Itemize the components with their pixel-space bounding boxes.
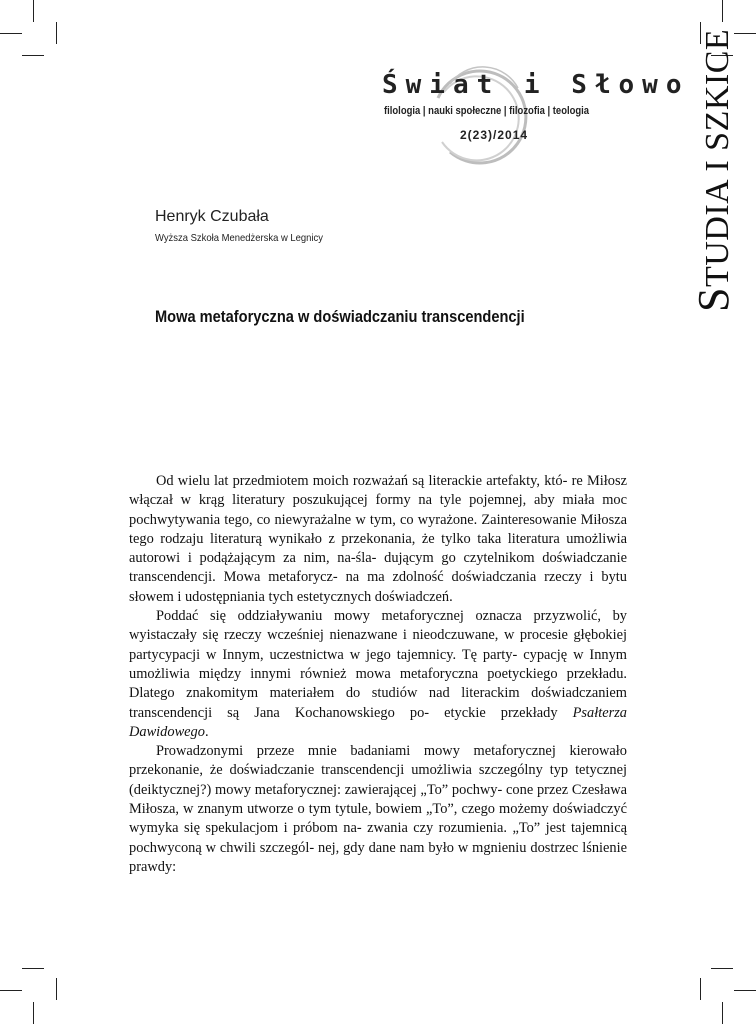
text-line: re Miłosz włączał w krąg literatury poszukującej formy na tyle pojemnej, bbox=[129, 473, 627, 509]
crop-mark bbox=[722, 1002, 723, 1024]
section-label-initial: S bbox=[689, 287, 738, 312]
text-line: nej, gdy dane nam było w mgnieniu dostrzec lśnienie prawdy: bbox=[129, 839, 627, 875]
text-line: cone przez Czesława Miłosza, w znanym utworze o tym tytule, bowiem bbox=[129, 781, 627, 818]
text-line: tetycznej (deiktycznej?) mowy metaforycznej: zawierającej „To” pochwy- bbox=[129, 762, 627, 798]
crop-mark bbox=[700, 978, 701, 1000]
crop-mark bbox=[734, 990, 756, 991]
text-line: dującym go czytelnikom doświadczanie transcendencji. Mowa metaforycz- bbox=[129, 550, 627, 586]
crop-mark bbox=[33, 1002, 34, 1024]
text-line: na ma zdolność doświadczania rzeczy i bytu słowem i udostępniania tych bbox=[129, 569, 627, 605]
crop-mark bbox=[56, 22, 57, 44]
text-line: głębokiej partycypacji w Innym, uczestnictwa w jego tajemnicy. Tę party- bbox=[129, 627, 627, 663]
text-line: cypację w Innym umożliwia między innymi również mowa metaforyczna bbox=[129, 646, 627, 682]
text-line: przekonanie, że doświadczanie transcendencji umożliwia szczególny typ bbox=[129, 762, 569, 779]
crop-mark bbox=[22, 55, 44, 56]
text-line: Zainteresowanie Miłosza tego rodzaju literaturą wynikało z przekonania, bbox=[129, 511, 627, 547]
paragraph bbox=[129, 742, 627, 877]
journal-subtitle: filologia | nauki społeczne | filozofia | teologia bbox=[384, 105, 590, 117]
text-line: etyckie przekłady bbox=[444, 704, 573, 721]
text-line: Poddać się oddziaływaniu mowy metaforycznej oznacza przyzwolić, by bbox=[156, 608, 627, 625]
section-label-rest: TUDIA I SZKICE bbox=[699, 28, 736, 288]
crop-mark bbox=[711, 968, 733, 969]
paragraph bbox=[129, 472, 627, 607]
article-title: Mowa metaforyczna w doświadczaniu transcendencji bbox=[155, 307, 525, 326]
text-line: aby miała moc pochwytywania tego, co niewyrażalne w tym, co wyrażone. bbox=[129, 492, 627, 528]
journal-name: Świat i Słowo bbox=[382, 70, 690, 100]
crop-mark bbox=[0, 33, 22, 34]
text-line: estetycznych doświadczeń. bbox=[296, 588, 453, 605]
text-line: . bbox=[204, 723, 209, 740]
text-line: Prowadzonymi przeze mnie badaniami mowy metaforycznej kierowało bbox=[156, 743, 627, 760]
italic-title: Psałterza Dawidowego bbox=[129, 704, 627, 740]
text-line: zwania czy rozumienia. „To” jest tajemnicą pochwyconą w chwili szczegól- bbox=[129, 820, 627, 856]
crop-mark bbox=[56, 978, 57, 1000]
text-line: literackim doświadczaniem transcendencji są Jana Kochanowskiego po- bbox=[129, 685, 627, 721]
text-line: Od wielu lat przedmiotem moich rozważań są literackie artefakty, któ- bbox=[156, 473, 568, 489]
text-line: poetyckiego przekładu. Dlatego znakomitym materiałem do studiów nad bbox=[129, 665, 627, 702]
author-name: Henryk Czubała bbox=[155, 208, 269, 225]
crop-mark bbox=[33, 0, 34, 22]
paragraph bbox=[129, 607, 627, 742]
crop-mark bbox=[22, 968, 44, 969]
author-affiliation: Wyższa Szkoła Menedżerska w Legnicy bbox=[155, 232, 323, 244]
crop-mark bbox=[722, 0, 723, 22]
section-label bbox=[688, 29, 739, 312]
article-body bbox=[129, 472, 627, 877]
text-line: że tylko taka literatura umożliwia autorowi i podążającym za nim, na-śla- bbox=[129, 530, 627, 567]
text-line: wyistaczały się rzeczy wcześniej nienazwane i nieodczuwane, w procesie bbox=[129, 627, 568, 644]
text-line: „To”, czego możemy doświadczyć wymyka się spekulacjom i próbom na- bbox=[129, 801, 627, 837]
journal-issue: 2(23)/2014 bbox=[460, 128, 529, 142]
crop-mark bbox=[0, 990, 22, 991]
